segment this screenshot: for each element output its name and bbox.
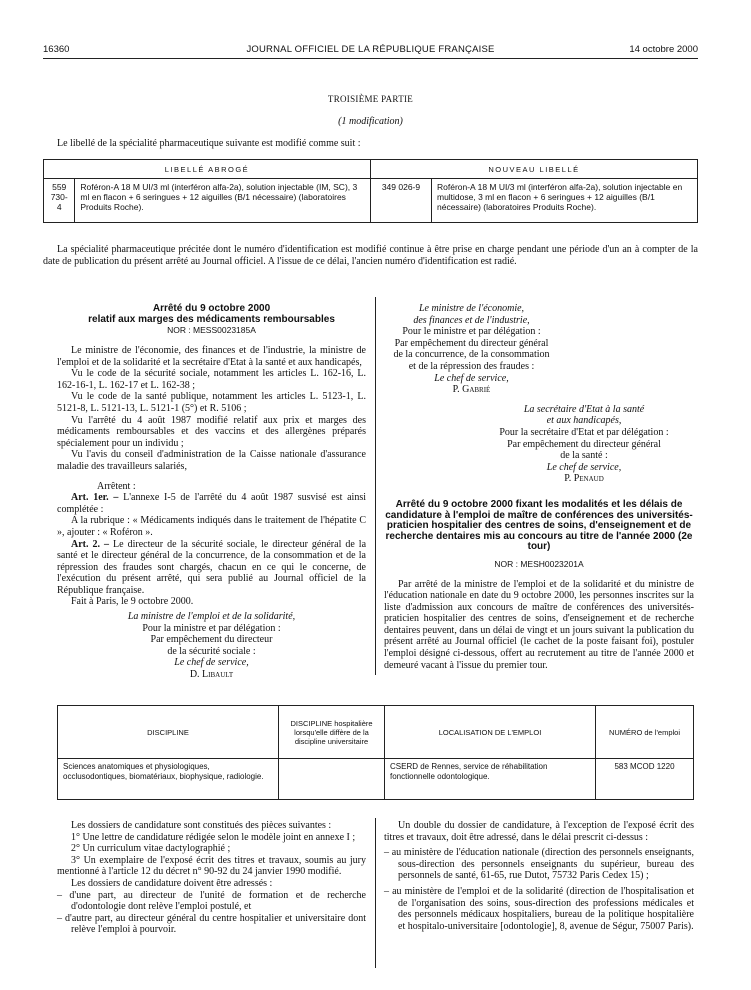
sig2-line7: Le chef de service, [434, 372, 509, 384]
column-divider [375, 297, 376, 675]
header-new-label: NOUVEAU LIBELLÉ [370, 160, 697, 179]
dossiers-adresses: Les dossiers de candidature doivent être adressés : [71, 877, 273, 889]
dossiers-intro: Les dossiers de candidature sont constitués des pièces suivantes : [71, 820, 332, 831]
old-code: 559 730-4 [44, 179, 75, 223]
arrete-marges [57, 303, 366, 681]
sig2-line3: Pour le ministre et par délégation : [402, 326, 541, 338]
th-numero: NUMÉRO de l'emploi [596, 706, 694, 759]
arrete-candidature [384, 500, 694, 671]
intro-text: Le libellé de la spécialité pharmaceutique suivante est modifié comme suit : [57, 138, 361, 149]
arrete1-p1: Le ministre de l'économie, des finances et de l'industrie, la ministre de l'emploi et de la solidarité et la secrétaire d'Etat à la santé et aux handicapés, [57, 345, 366, 368]
journal-title: JOURNAL OFFICIEL DE LA RÉPUBLIQUE FRANÇAISE [246, 44, 495, 55]
arrete2-title: Arrêté du 9 octobre 2000 fixant les modalités et les délais de candidature à l'emploi de maître de conférences des universités-praticien hospitalier des centres de soins, d'enseignement et de recherche dentaires mis au concours au titre de l'année 2000 (2e tour) [385, 499, 693, 552]
sig3-line1: La secrétaire d'Etat à la santé [523, 403, 645, 415]
column-divider-bottom [375, 818, 376, 968]
dossiers-right [384, 820, 694, 932]
arrete1-nor: NOR : MESS0023185A [167, 325, 256, 335]
signature-block-3 [474, 404, 694, 485]
sig1-line3: Par empêchement du directeur [150, 634, 273, 646]
arrete2-body: Par arrêté de la ministre de l'emploi et de la solidarité et du ministre de l'éducation nationale en date du 9 octobre 2000, les personnes inscrites sur la liste d'admission aux concours de maître de conférences des universités-praticien hospitalier des centres de soins, d'enseignement et de recherche dentaires peuvent, dans un délai de vingt et un jours suivant la publication du présent arrêté au Journal officiel (le cachet de la poste faisant foi), postuler l'emploi désigné ci-dessous, offert au recrutement au titre de l'année 2000 et demeuré vacant à l'issue du premier tour. [384, 578, 694, 671]
new-code: 349 026-9 [370, 179, 431, 223]
arrete1-art1b: A la rubrique : « Médicaments indiqués dans le traitement de l'hépatite C », ajouter : « Roféron ». [57, 515, 366, 538]
th-localisation: LOCALISATION DE L'EMPLOI [385, 706, 596, 759]
sig3-line6: Le chef de service, [546, 461, 622, 473]
page-header [43, 44, 698, 59]
sig3-line4: Par empêchement du directeur général [507, 438, 661, 450]
sig1-line5: Le chef de service, [174, 657, 249, 669]
th-discipline: DISCIPLINE [58, 706, 279, 759]
label-change-table [43, 159, 698, 223]
cell-localisation: CSERD de Rennes, service de réhabilitation fonctionnelle odontologique. [385, 759, 596, 800]
dossiers-item-3: 3° Un exemplaire de l'exposé écrit des titres et travaux, soumis au jury mentionné à l'article 12 du décret n° 90-92 du 24 janvier 1990 modifié. [57, 854, 366, 878]
sig2-line4: Par empêchement du directeur général [394, 337, 549, 349]
arrete1-subtitle: relatif aux marges des médicaments remboursables [88, 314, 335, 325]
sig2-line1: Le ministre de l'économie, [418, 303, 525, 314]
continuation-text: La spécialité pharmaceutique précitée dont le numéro d'identification est modifié continue à être prise en charge pendant une période d'un an à compter de la date de publication du présent arrêté au Journal officiel. A l'issue de ce délai, l'ancien numéro d'identification est radié. [43, 244, 698, 267]
arrete1-title: Arrêté du 9 octobre 2000 [152, 303, 271, 314]
dossiers-item-1: 1° Une lettre de candidature rédigée selon le modèle joint en annexe I ; [71, 831, 356, 843]
double-dest-1: – au ministère de l'éducation nationale (direction des personnels enseignants, sous-direction des personnels enseignants du supérieur, bureau des personnels de santé, 61-65, rue Dutot, 75732 Paris Cedex 15) ; [384, 847, 694, 882]
right-signatures [384, 303, 694, 485]
old-label: Roféron-A 18 M UI/3 ml (interféron alfa-2a), solution injectable (IM, SC), 3 ml en flacon + 6 seringues + 12 aiguilles (B/1 nécessaire) (laboratoires Produits Roche). [75, 179, 371, 223]
sig2-name: P. Gabrié [452, 384, 491, 396]
art1-text: L'annexe I-5 de l'arrêté du 4 août 1987 susvisé est ainsi complétée : [57, 492, 367, 515]
arrete1-fait: Fait à Paris, le 9 octobre 2000. [71, 596, 194, 608]
sig3-line5: de la santé : [560, 450, 608, 462]
header-old-label: LIBELLÉ ABROGÉ [44, 160, 371, 179]
double-dest-2: – au ministère de l'emploi et de la solidarité (direction de l'hospitalisation et de l'organisation des soins, sous-direction des professions médicales et des personnels médicaux hospitaliers, bureau de la politique hospitalière et hospitalo-universitaire [odontologie], 8, avenue de Ségur, 75007 Paris). [384, 885, 694, 932]
sig1-line2: Pour la ministre et par délégation : [142, 622, 281, 634]
dossiers-dest-1: – d'une part, au directeur de l'unité de formation et de recherche d'odontologie dont relève l'emploi postulé, et [57, 889, 366, 913]
th-discipline-hosp: DISCIPLINE hospitalière lorsqu'elle diffère de la discipline universitaire [279, 706, 385, 759]
arrete1-p5: Vu l'avis du conseil d'administration de la Caisse nationale d'assurance maladie des travailleurs salariés, [57, 449, 366, 472]
arrete1-art2 [57, 539, 366, 597]
sig2-line6: et de la répression des fraudes : [408, 360, 535, 372]
art2-text: Le directeur de la sécurité sociale, le directeur général de la santé et le directeur général de la concurrence, de la consommation et de la répression des fraudes sont chargés, chacun en ce qui le concerne, de l'exécution du présent arrêté, qui sera publié au Journal officiel de la République française. [57, 538, 367, 596]
part-title: TROISIÈME PARTIE [327, 94, 414, 104]
sig1-name: D. Libault [189, 669, 234, 681]
arrete2-nor: NOR : MESH0023201A [494, 558, 584, 569]
sig1-title: La ministre de l'emploi et de la solidarité, [127, 611, 296, 623]
sig3-line3: Pour la secrétaire d'Etat et par délégation : [499, 426, 669, 438]
signature-block-1 [57, 611, 366, 681]
arrete1-p3: Vu le code de la santé publique, notamment les articles L. 5123-1, L. 5121-8, L. 5121-13, L. 5121-1 (5°) et R. 5106 ; [57, 391, 366, 414]
sig1-line4: de la sécurité sociale : [167, 645, 256, 657]
art2-label: Art. 2. – [71, 538, 110, 550]
sig3-name: P. Penaud [564, 473, 604, 485]
signature-block-2 [384, 303, 559, 396]
arrete1-p2: Vu le code de la sécurité sociale, notamment les articles L. 162-16, L. 162-16-1, L. 162-17 et L. 162-38 ; [57, 368, 366, 391]
double-intro: Un double du dossier de candidature, à l'exception de l'exposé écrit des titres et travaux, doit être adressé, dans le délai prescrit ci-dessus : [384, 820, 694, 843]
art1-label: Art. 1er. – [71, 492, 119, 504]
sig2-line2: des finances et de l'industrie, [413, 314, 530, 326]
emploi-table [57, 705, 694, 800]
dossiers-left [57, 820, 366, 936]
cell-discipline-hosp [279, 759, 385, 800]
arrete1-p4: Vu l'arrêté du 4 août 1987 modifié relatif aux prix et marges des médicaments remboursables et des vaccins et des allergènes préparés spécialement pour un individu ; [57, 414, 366, 449]
cell-numero: 583 MCOD 1220 [596, 759, 694, 800]
modification-count: (1 modification) [338, 116, 403, 127]
dossiers-dest-2: – d'autre part, au directeur général du centre hospitalier et universitaire dont relève l'emploi à pourvoir. [57, 912, 366, 936]
sig3-line2: et aux handicapés, [546, 415, 622, 427]
new-label: Roféron-A 18 M UI/3 ml (interféron alfa-2a), solution injectable en multidose, 3 ml en flacon + 6 seringues + 12 aiguilles (B/1 nécessaire) (laboratoires Produits Roche). [431, 179, 697, 223]
dossiers-item-2: 2° Un curriculum vitae dactylographié ; [71, 843, 231, 855]
issue-date: 14 octobre 2000 [629, 44, 698, 55]
sig2-line5: de la concurrence, de la consommation [393, 349, 550, 361]
cell-discipline: Sciences anatomiques et physiologiques, occlusodontiques, biomatériaux, biophysique, radiologie. [58, 759, 279, 800]
arrete1-art1 [57, 492, 366, 515]
arrete1-arretent: Arrêtent : [97, 480, 136, 492]
page-number: 16360 [43, 44, 70, 55]
